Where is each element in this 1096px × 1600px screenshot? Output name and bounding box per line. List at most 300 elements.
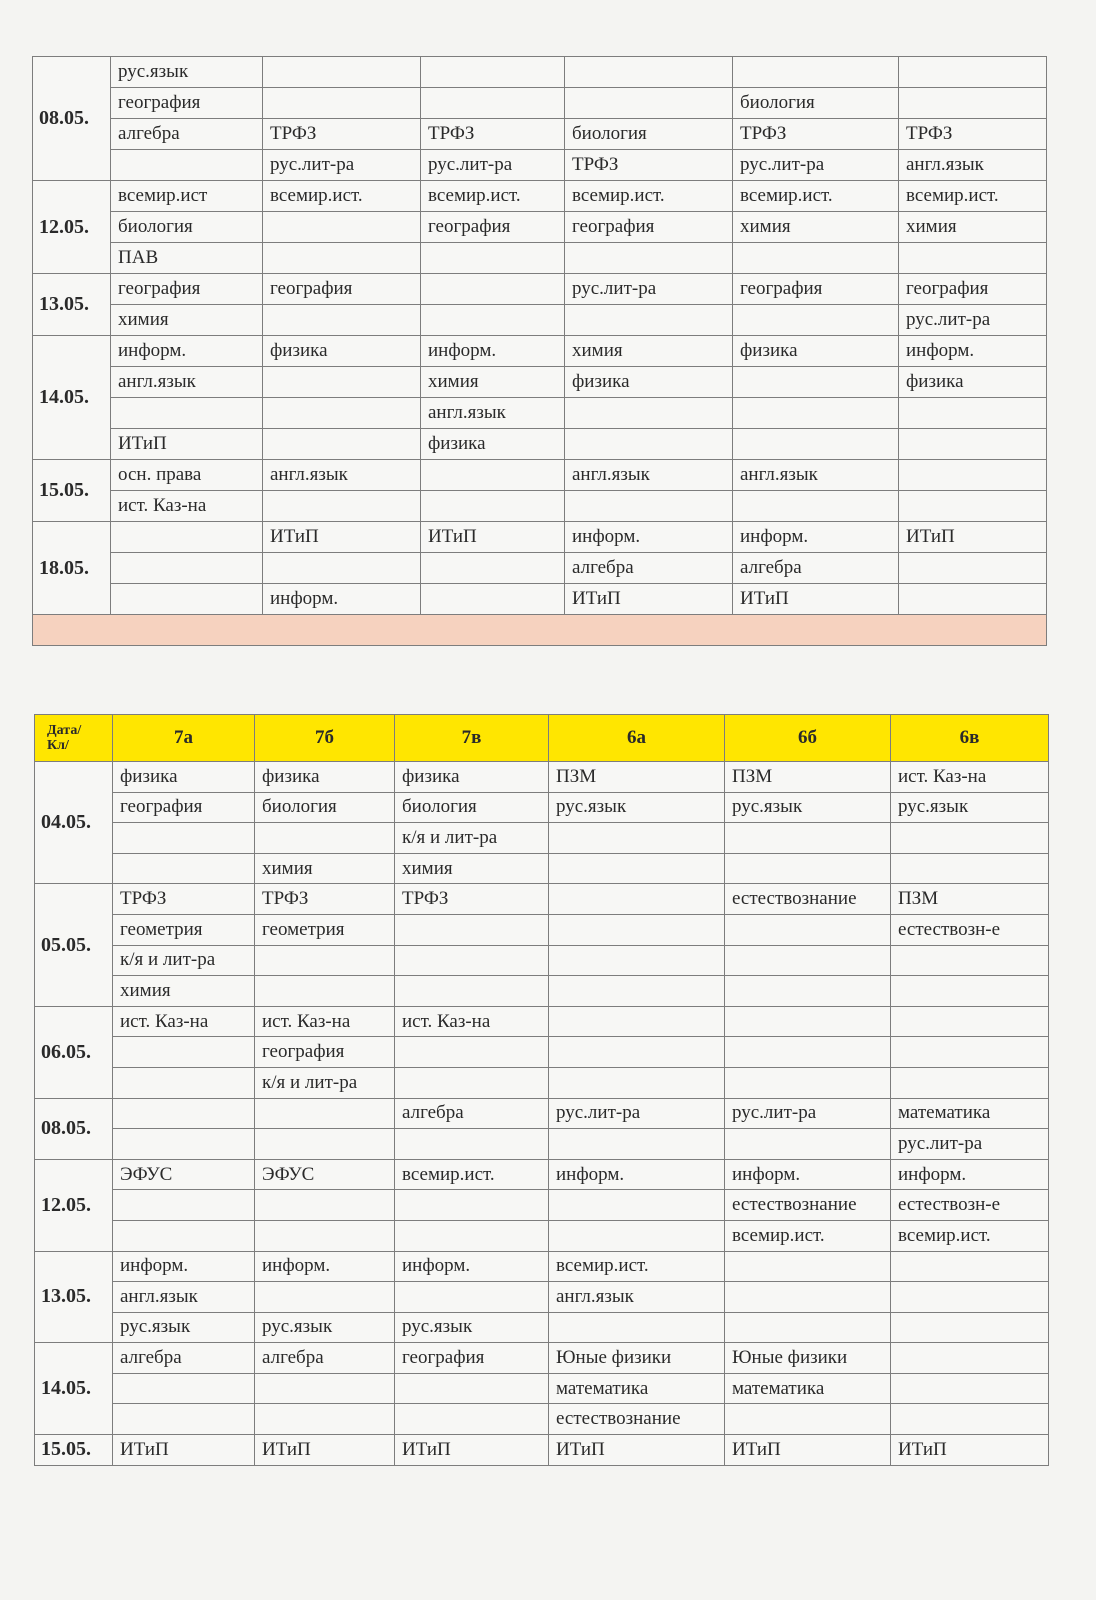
lesson-cell: ПЗМ (725, 762, 891, 793)
lesson-cell: всемир.ист. (899, 181, 1047, 212)
lesson-cell (725, 1282, 891, 1313)
lesson-cell (565, 88, 733, 119)
schedule-table-upper (32, 56, 1047, 646)
table-row (33, 336, 1047, 367)
lesson-cell: биология (111, 212, 263, 243)
lesson-cell: информ. (733, 522, 899, 553)
lesson-cell (263, 243, 421, 274)
lesson-cell: ист. Каз-на (395, 1006, 549, 1037)
class-header-row (35, 715, 1049, 762)
lesson-cell (891, 1404, 1049, 1435)
class-header: 7в (395, 715, 549, 762)
lesson-cell (111, 553, 263, 584)
lesson-cell (421, 305, 565, 336)
lesson-cell (891, 1067, 1049, 1098)
class-header: 7а (113, 715, 255, 762)
lesson-cell: химия (111, 305, 263, 336)
lesson-cell (891, 1282, 1049, 1313)
date-cell: 13.05. (35, 1251, 113, 1343)
lesson-cell (891, 823, 1049, 854)
lesson-cell (549, 1006, 725, 1037)
lesson-cell: информ. (891, 1159, 1049, 1190)
lesson-cell (263, 212, 421, 243)
lesson-cell: физика (395, 762, 549, 793)
lesson-cell (899, 491, 1047, 522)
lesson-cell (549, 1312, 725, 1343)
lesson-cell (899, 429, 1047, 460)
lesson-cell (733, 429, 899, 460)
lesson-cell (549, 1037, 725, 1068)
lesson-cell (899, 460, 1047, 491)
lesson-cell: англ.язык (899, 150, 1047, 181)
lesson-cell: география (421, 212, 565, 243)
lesson-cell: англ.язык (549, 1282, 725, 1313)
lesson-cell (565, 398, 733, 429)
lesson-cell: информ. (263, 584, 421, 615)
lesson-cell: география (111, 274, 263, 305)
table-row (35, 762, 1049, 793)
table-row (35, 1159, 1049, 1190)
table-row (35, 1373, 1049, 1404)
lesson-cell (113, 1404, 255, 1435)
lesson-cell: рус.язык (395, 1312, 549, 1343)
table-row (33, 150, 1047, 181)
lesson-cell (891, 976, 1049, 1007)
lesson-cell: география (395, 1343, 549, 1374)
lesson-cell (421, 491, 565, 522)
lesson-cell: информ. (113, 1251, 255, 1282)
lesson-cell (891, 1343, 1049, 1374)
lesson-cell (255, 1404, 395, 1435)
lesson-cell (549, 976, 725, 1007)
table-row (33, 243, 1047, 274)
lesson-cell (421, 243, 565, 274)
lesson-cell: англ.язык (565, 460, 733, 491)
lesson-cell: ТРФЗ (733, 119, 899, 150)
lesson-cell (549, 914, 725, 945)
lesson-cell: география (111, 88, 263, 119)
lesson-cell: химия (395, 853, 549, 884)
lesson-cell (549, 823, 725, 854)
class-header: 6б (725, 715, 891, 762)
lesson-cell: химия (565, 336, 733, 367)
table-row (35, 1129, 1049, 1160)
lesson-cell: химия (113, 976, 255, 1007)
lesson-cell (891, 1251, 1049, 1282)
lesson-cell: ЭФУС (113, 1159, 255, 1190)
lesson-cell (733, 305, 899, 336)
lesson-cell: ИТиП (733, 584, 899, 615)
lesson-cell (263, 553, 421, 584)
lesson-cell (255, 1282, 395, 1313)
table-row (35, 1037, 1049, 1068)
lesson-cell: информ. (549, 1159, 725, 1190)
lesson-cell: рус.язык (111, 57, 263, 88)
lesson-cell (111, 150, 263, 181)
separator-band (33, 615, 1047, 646)
lesson-cell: всемир.ист. (395, 1159, 549, 1190)
lesson-cell (725, 823, 891, 854)
lesson-cell: рус.лит-ра (565, 274, 733, 305)
lesson-cell: математика (725, 1373, 891, 1404)
date-cell: 08.05. (35, 1098, 113, 1159)
lesson-cell: ТРФЗ (113, 884, 255, 915)
lesson-cell: геометрия (255, 914, 395, 945)
lesson-cell (733, 491, 899, 522)
lesson-cell (395, 914, 549, 945)
corner-line-1: Дата/ (47, 723, 82, 738)
lesson-cell (395, 1373, 549, 1404)
lesson-cell: биология (255, 792, 395, 823)
lesson-cell: биология (395, 792, 549, 823)
lesson-cell: ТРФЗ (899, 119, 1047, 150)
table-row (35, 1006, 1049, 1037)
lesson-cell: ПАВ (111, 243, 263, 274)
date-class-corner-header (35, 715, 113, 762)
lesson-cell (725, 1067, 891, 1098)
lesson-cell (549, 1190, 725, 1221)
lesson-cell (255, 1373, 395, 1404)
lesson-cell: всемир.ист (111, 181, 263, 212)
lesson-cell: география (733, 274, 899, 305)
table-row (33, 119, 1047, 150)
lesson-cell: естествознание (725, 1190, 891, 1221)
lesson-cell (421, 274, 565, 305)
class-header: 7б (255, 715, 395, 762)
lesson-cell: география (263, 274, 421, 305)
lesson-cell (725, 1129, 891, 1160)
lesson-cell (255, 945, 395, 976)
lesson-cell: география (565, 212, 733, 243)
table-row (35, 853, 1049, 884)
lesson-cell (733, 57, 899, 88)
lesson-cell (113, 1129, 255, 1160)
lesson-cell: химия (255, 853, 395, 884)
lesson-cell (421, 88, 565, 119)
table-row (33, 274, 1047, 305)
lesson-cell: алгебра (113, 1343, 255, 1374)
lesson-cell (421, 584, 565, 615)
lesson-cell (113, 1098, 255, 1129)
lesson-cell: рус.лит-ра (899, 305, 1047, 336)
lesson-cell (395, 1129, 549, 1160)
lesson-cell (725, 1404, 891, 1435)
separator-row (33, 615, 1047, 646)
lesson-cell: алгебра (111, 119, 263, 150)
table-row (35, 1190, 1049, 1221)
corner-line-2: Кл/ (47, 738, 69, 753)
table-row (35, 1435, 1049, 1466)
lesson-cell (395, 1282, 549, 1313)
lesson-cell: ИТиП (549, 1435, 725, 1466)
lesson-cell (549, 853, 725, 884)
lesson-cell (725, 914, 891, 945)
class-header: 6а (549, 715, 725, 762)
lesson-cell: рус.язык (725, 792, 891, 823)
lesson-cell: естествозн-е (891, 1190, 1049, 1221)
lesson-cell: физика (263, 336, 421, 367)
lesson-cell (111, 584, 263, 615)
lesson-cell: англ.язык (733, 460, 899, 491)
lesson-cell (113, 1373, 255, 1404)
lesson-cell: химия (421, 367, 565, 398)
lesson-cell: рус.язык (891, 792, 1049, 823)
lesson-cell (891, 1312, 1049, 1343)
lesson-cell (565, 243, 733, 274)
lesson-cell: алгебра (255, 1343, 395, 1374)
table-row (35, 792, 1049, 823)
lesson-cell (421, 460, 565, 491)
table-row (33, 460, 1047, 491)
date-cell: 14.05. (33, 336, 111, 460)
date-cell: 14.05. (35, 1343, 113, 1435)
lesson-cell (113, 1220, 255, 1251)
lesson-cell (725, 1312, 891, 1343)
lesson-cell: ТРФЗ (255, 884, 395, 915)
lesson-cell: рус.лит-ра (725, 1098, 891, 1129)
lesson-cell: ТРФЗ (565, 150, 733, 181)
date-cell: 12.05. (33, 181, 111, 274)
lesson-cell: математика (891, 1098, 1049, 1129)
lesson-cell: ист. Каз-на (891, 762, 1049, 793)
lesson-cell: всемир.ист. (733, 181, 899, 212)
lesson-cell: ИТиП (395, 1435, 549, 1466)
lesson-cell: всемир.ист. (891, 1220, 1049, 1251)
table-row (33, 584, 1047, 615)
lesson-cell (725, 945, 891, 976)
lesson-cell: физика (899, 367, 1047, 398)
table-row (35, 1067, 1049, 1098)
lesson-cell: к/я и лит-ра (255, 1067, 395, 1098)
lesson-cell (421, 553, 565, 584)
lesson-cell (263, 491, 421, 522)
lesson-cell (263, 367, 421, 398)
lesson-cell: всемир.ист. (725, 1220, 891, 1251)
lesson-cell (255, 1190, 395, 1221)
table-row (33, 57, 1047, 88)
lesson-cell: всемир.ист. (565, 181, 733, 212)
lesson-cell (421, 57, 565, 88)
lesson-cell (395, 1190, 549, 1221)
lesson-cell (549, 945, 725, 976)
lesson-cell (899, 553, 1047, 584)
table-row (35, 1282, 1049, 1313)
lesson-cell: алгебра (733, 553, 899, 584)
lesson-cell: англ.язык (421, 398, 565, 429)
lesson-cell (549, 1220, 725, 1251)
date-cell: 06.05. (35, 1006, 113, 1098)
lesson-cell: рус.лит-ра (549, 1098, 725, 1129)
lesson-cell: физика (255, 762, 395, 793)
lesson-cell: информ. (725, 1159, 891, 1190)
lesson-cell (113, 1190, 255, 1221)
lesson-cell (899, 584, 1047, 615)
table-row (33, 181, 1047, 212)
lesson-cell: англ.язык (111, 367, 263, 398)
lesson-cell (891, 1006, 1049, 1037)
table-row (35, 945, 1049, 976)
lesson-cell: ист. Каз-на (111, 491, 263, 522)
table-row (33, 88, 1047, 119)
lesson-cell: ист. Каз-на (113, 1006, 255, 1037)
lesson-cell (395, 1220, 549, 1251)
date-cell: 15.05. (35, 1435, 113, 1466)
lesson-cell (549, 1067, 725, 1098)
lesson-cell: химия (899, 212, 1047, 243)
lesson-cell (263, 57, 421, 88)
lesson-cell: ИТиП (111, 429, 263, 460)
date-cell: 12.05. (35, 1159, 113, 1251)
lesson-cell: физика (421, 429, 565, 460)
table-row (35, 1098, 1049, 1129)
lesson-cell: рус.язык (255, 1312, 395, 1343)
lesson-cell: ИТиП (263, 522, 421, 553)
lesson-cell: информ. (255, 1251, 395, 1282)
lesson-cell: ИТиП (565, 584, 733, 615)
table-row (33, 367, 1047, 398)
lesson-cell (395, 945, 549, 976)
lesson-cell (565, 305, 733, 336)
lesson-cell (395, 1037, 549, 1068)
lesson-cell (891, 853, 1049, 884)
lesson-cell: ТРФЗ (395, 884, 549, 915)
lesson-cell (899, 88, 1047, 119)
lesson-cell (891, 945, 1049, 976)
date-cell: 04.05. (35, 762, 113, 884)
lesson-cell: к/я и лит-ра (113, 945, 255, 976)
lesson-cell (899, 398, 1047, 429)
lesson-cell: информ. (395, 1251, 549, 1282)
lesson-cell: к/я и лит-ра (395, 823, 549, 854)
lesson-cell: рус.лит-ра (733, 150, 899, 181)
table-row (33, 305, 1047, 336)
lesson-cell (111, 398, 263, 429)
lesson-cell: ТРФЗ (263, 119, 421, 150)
date-cell: 05.05. (35, 884, 113, 1006)
lesson-cell (395, 1404, 549, 1435)
lesson-cell: информ. (565, 522, 733, 553)
lesson-cell: Юные физики (549, 1343, 725, 1374)
lesson-cell: рус.язык (113, 1312, 255, 1343)
lesson-cell: естествознание (725, 884, 891, 915)
date-cell: 13.05. (33, 274, 111, 336)
lesson-cell (255, 1129, 395, 1160)
lesson-cell (113, 853, 255, 884)
lesson-cell (733, 398, 899, 429)
table-row (35, 884, 1049, 915)
table-row (35, 1220, 1049, 1251)
lesson-cell: всемир.ист. (421, 181, 565, 212)
lesson-cell: ИТиП (891, 1435, 1049, 1466)
table-row (35, 1343, 1049, 1374)
table-row (33, 429, 1047, 460)
lesson-cell: физика (113, 762, 255, 793)
lesson-cell (899, 243, 1047, 274)
table-row (35, 1312, 1049, 1343)
lesson-cell: рус.язык (549, 792, 725, 823)
lesson-cell: ТРФЗ (421, 119, 565, 150)
lesson-cell: география (113, 792, 255, 823)
lesson-cell: физика (565, 367, 733, 398)
lesson-cell: математика (549, 1373, 725, 1404)
lesson-cell: информ. (899, 336, 1047, 367)
class-header: 6в (891, 715, 1049, 762)
date-cell: 08.05. (33, 57, 111, 181)
lesson-cell: ИТиП (899, 522, 1047, 553)
lesson-cell: ИТиП (421, 522, 565, 553)
lesson-cell: алгебра (395, 1098, 549, 1129)
lesson-cell: Юные физики (725, 1343, 891, 1374)
table-row (35, 1251, 1049, 1282)
date-cell: 15.05. (33, 460, 111, 522)
lesson-cell: всемир.ист. (549, 1251, 725, 1282)
lesson-cell (725, 1037, 891, 1068)
lesson-cell (549, 1129, 725, 1160)
lesson-cell (733, 243, 899, 274)
lesson-cell (255, 1098, 395, 1129)
lesson-cell: биология (733, 88, 899, 119)
lesson-cell (891, 1037, 1049, 1068)
table-row (33, 212, 1047, 243)
lesson-cell: химия (733, 212, 899, 243)
lesson-cell (113, 823, 255, 854)
lesson-cell (263, 429, 421, 460)
lesson-cell (565, 57, 733, 88)
lesson-cell: ист. Каз-на (255, 1006, 395, 1037)
lesson-cell (255, 1220, 395, 1251)
lesson-cell: рус.лит-ра (263, 150, 421, 181)
lesson-cell: алгебра (565, 553, 733, 584)
table-row (35, 1404, 1049, 1435)
lesson-cell (565, 429, 733, 460)
lesson-cell (891, 1373, 1049, 1404)
table-row (33, 491, 1047, 522)
lesson-cell (255, 823, 395, 854)
lesson-cell: ИТиП (725, 1435, 891, 1466)
lesson-cell: рус.лит-ра (421, 150, 565, 181)
lesson-cell: ПЗМ (891, 884, 1049, 915)
lesson-cell: ИТиП (113, 1435, 255, 1466)
lesson-cell (395, 1067, 549, 1098)
lesson-cell: осн. права (111, 460, 263, 491)
table-row (35, 914, 1049, 945)
table-row (35, 976, 1049, 1007)
lesson-cell (263, 88, 421, 119)
lesson-cell (549, 884, 725, 915)
lesson-cell (263, 398, 421, 429)
lesson-cell (395, 976, 549, 1007)
table-row (33, 522, 1047, 553)
lesson-cell (113, 1037, 255, 1068)
lesson-cell: геометрия (113, 914, 255, 945)
lesson-cell: информ. (111, 336, 263, 367)
lesson-cell (733, 367, 899, 398)
lesson-cell: рус.лит-ра (891, 1129, 1049, 1160)
lesson-cell: ЭФУС (255, 1159, 395, 1190)
lesson-cell: география (899, 274, 1047, 305)
lesson-cell: всемир.ист. (263, 181, 421, 212)
lesson-cell (899, 57, 1047, 88)
lesson-cell: физика (733, 336, 899, 367)
lesson-cell: англ.язык (113, 1282, 255, 1313)
lesson-cell: естествознание (549, 1404, 725, 1435)
lesson-cell (263, 305, 421, 336)
lesson-cell: естествозн-е (891, 914, 1049, 945)
lesson-cell: информ. (421, 336, 565, 367)
lesson-cell (113, 1067, 255, 1098)
lesson-cell (725, 853, 891, 884)
date-cell: 18.05. (33, 522, 111, 615)
